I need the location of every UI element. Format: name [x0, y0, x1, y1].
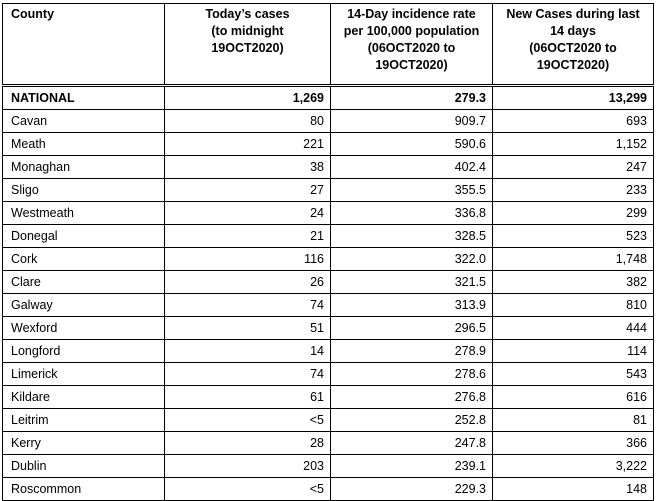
todays-cases-cell: 14 [165, 340, 331, 363]
incidence-rate-cell: 322.0 [331, 248, 493, 271]
new-cases-cell: 81 [493, 409, 654, 432]
county-cell: Monaghan [3, 156, 165, 179]
incidence-rate-cell: 336.8 [331, 202, 493, 225]
header-line: Today’s cases [205, 7, 290, 21]
county-cell: Meath [3, 133, 165, 156]
incidence-rate-cell: 252.8 [331, 409, 493, 432]
todays-cases-cell: 26 [165, 271, 331, 294]
county-cell: Sligo [3, 179, 165, 202]
county-cases-table [2, 3, 654, 501]
new-cases-cell: 616 [493, 386, 654, 409]
table-header-row [3, 4, 654, 86]
new-cases-cell: 810 [493, 294, 654, 317]
todays-cases-cell: 1,269 [165, 86, 331, 110]
county-row [3, 156, 654, 179]
todays-cases-cell: 27 [165, 179, 331, 202]
incidence-rate-cell: 313.9 [331, 294, 493, 317]
todays-cases-cell: 61 [165, 386, 331, 409]
county-cell: Westmeath [3, 202, 165, 225]
county-cell: Cork [3, 248, 165, 271]
county-cell: Limerick [3, 363, 165, 386]
header-line: 14 days [550, 24, 596, 38]
county-cell: Leitrim [3, 409, 165, 432]
county-cell: Cavan [3, 110, 165, 133]
incidence-rate-cell: 296.5 [331, 317, 493, 340]
header-line: 19OCT2020) [375, 58, 448, 72]
county-row [3, 271, 654, 294]
header-line: 14-Day incidence rate [347, 7, 476, 21]
county-cell: Roscommon [3, 478, 165, 501]
incidence-rate-cell: 229.3 [331, 478, 493, 501]
header-line: County [11, 7, 55, 21]
header-todays-cases [165, 4, 331, 86]
county-row [3, 225, 654, 248]
incidence-rate-cell: 321.5 [331, 271, 493, 294]
county-cell: Clare [3, 271, 165, 294]
new-cases-cell: 148 [493, 478, 654, 501]
todays-cases-cell: 51 [165, 317, 331, 340]
todays-cases-cell: 74 [165, 363, 331, 386]
todays-cases-cell: 28 [165, 432, 331, 455]
todays-cases-cell: 80 [165, 110, 331, 133]
todays-cases-cell: <5 [165, 409, 331, 432]
todays-cases-cell: <5 [165, 478, 331, 501]
header-line: 19OCT2020) [211, 41, 284, 55]
header-line: (06OCT2020 to [367, 41, 456, 55]
todays-cases-cell: 221 [165, 133, 331, 156]
county-cases-table-container [2, 3, 653, 501]
incidence-rate-cell: 239.1 [331, 455, 493, 478]
county-cell: Wexford [3, 317, 165, 340]
county-row [3, 202, 654, 225]
new-cases-cell: 299 [493, 202, 654, 225]
todays-cases-cell: 38 [165, 156, 331, 179]
incidence-rate-cell: 328.5 [331, 225, 493, 248]
county-cell: Longford [3, 340, 165, 363]
incidence-rate-cell: 402.4 [331, 156, 493, 179]
header-line: (06OCT2020 to [529, 41, 617, 55]
table-body [3, 86, 654, 501]
new-cases-cell: 233 [493, 179, 654, 202]
county-cell: Kildare [3, 386, 165, 409]
new-cases-cell: 13,299 [493, 86, 654, 110]
todays-cases-cell: 116 [165, 248, 331, 271]
header-new-cases-14-days [493, 4, 654, 86]
county-cell: Galway [3, 294, 165, 317]
county-row [3, 110, 654, 133]
new-cases-cell: 444 [493, 317, 654, 340]
new-cases-cell: 114 [493, 340, 654, 363]
incidence-rate-cell: 355.5 [331, 179, 493, 202]
incidence-rate-cell: 278.9 [331, 340, 493, 363]
county-cell: NATIONAL [3, 86, 165, 110]
county-row [3, 248, 654, 271]
incidence-rate-cell: 278.6 [331, 363, 493, 386]
new-cases-cell: 247 [493, 156, 654, 179]
county-row [3, 455, 654, 478]
county-row [3, 478, 654, 501]
incidence-rate-cell: 590.6 [331, 133, 493, 156]
new-cases-cell: 366 [493, 432, 654, 455]
header-line: per 100,000 population [343, 24, 480, 38]
new-cases-cell: 1,748 [493, 248, 654, 271]
county-row [3, 363, 654, 386]
todays-cases-cell: 24 [165, 202, 331, 225]
county-row [3, 409, 654, 432]
todays-cases-cell: 21 [165, 225, 331, 248]
new-cases-cell: 523 [493, 225, 654, 248]
incidence-rate-cell: 247.8 [331, 432, 493, 455]
header-incidence-rate [331, 4, 493, 86]
county-row [3, 340, 654, 363]
county-cell: Donegal [3, 225, 165, 248]
new-cases-cell: 1,152 [493, 133, 654, 156]
new-cases-cell: 543 [493, 363, 654, 386]
national-total-row [3, 86, 654, 110]
county-row [3, 179, 654, 202]
county-cell: Dublin [3, 455, 165, 478]
county-cell: Kerry [3, 432, 165, 455]
new-cases-cell: 3,222 [493, 455, 654, 478]
header-line: 19OCT2020) [536, 58, 610, 72]
header-line: (to midnight [211, 24, 284, 38]
header-county [3, 4, 165, 86]
header-line: New Cases during last [506, 7, 640, 21]
county-row [3, 133, 654, 156]
incidence-rate-cell: 909.7 [331, 110, 493, 133]
county-row [3, 294, 654, 317]
county-row [3, 386, 654, 409]
new-cases-cell: 693 [493, 110, 654, 133]
county-row [3, 432, 654, 455]
incidence-rate-cell: 279.3 [331, 86, 493, 110]
todays-cases-cell: 203 [165, 455, 331, 478]
todays-cases-cell: 74 [165, 294, 331, 317]
county-row [3, 317, 654, 340]
incidence-rate-cell: 276.8 [331, 386, 493, 409]
new-cases-cell: 382 [493, 271, 654, 294]
